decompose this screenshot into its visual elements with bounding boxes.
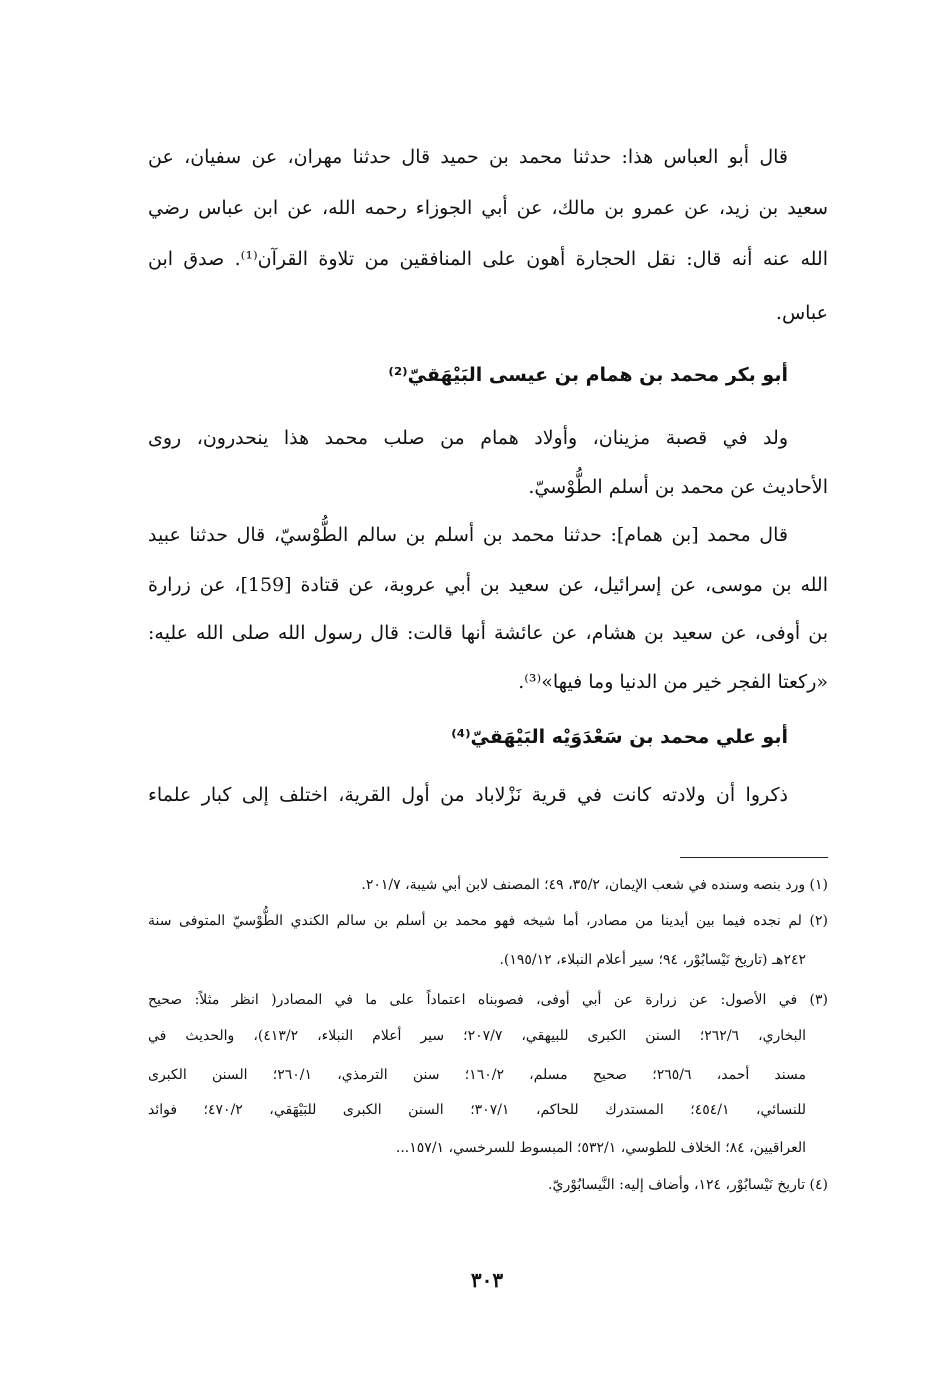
section-heading: أبو علي محمد بن سَعْدَوَيْه البَيْهَقيّ⁽⁴⁾ <box>451 726 788 748</box>
footnote: (٤) تاريخ نَيْسابُوْر، ١٢٤، وأضاف إليه: النَّيسابُوْريّ. <box>548 1177 828 1193</box>
footnote-continuation: العراقيين، ٨٤؛ الخلاف للطوسي، ٥٣٢/١؛ المبسوط للسرخسي، ١٥٧/١... <box>395 1140 806 1156</box>
footnote-continuation: البخاري، ٢٦٢/٦؛ السنن الكبرى للبيهقي، ٢٠٧/٧؛ سير أعلام النبلاء، ٤١٣/٢)، والحديث في <box>148 1028 806 1044</box>
body-line: قال محمد [بن همام]: حدثنا محمد بن أسلم بن سالم الطُّوْسيّ، قال حدثنا عبيد <box>148 524 788 546</box>
body-line: ولد في قصبة مزينان، وأولاد همام من صلب محمد هذا ينحدرون، روى <box>148 427 788 449</box>
body-line: «ركعتا الفجر خير من الدنيا وما فيها»⁽³⁾. <box>518 671 828 693</box>
body-line: قال أبو العباس هذا: حدثنا محمد بن حميد قال حدثنا مهران، عن سفيان، عن <box>148 146 788 168</box>
body-line: الله بن موسى، عن إسرائيل، عن سعيد بن أبي عروبة، عن قتادة [159]، عن زرارة <box>148 574 828 596</box>
body-line: بن أوفى، عن سعيد بن هشام، عن عائشة أنها قالت: قال رسول الله صلى الله عليه: <box>148 622 828 644</box>
footnote: (٢) لم نجده فيما بين أيدينا من مصادر، أما شيخه فهو محمد بن أسلم بن سالم الكندي الطُّوْسيّ المتوفى سنة <box>148 913 828 929</box>
page-number: ٣٠٣ <box>470 1268 504 1292</box>
footnote-continuation: مسند أحمد، ٢٦٥/٦؛ صحيح مسلم، ١٦٠/٢؛ سنن الترمذي، ٢٦٠/١؛ السنن الكبرى <box>148 1067 807 1083</box>
section-heading: أبو بكر محمد بن همام بن عيسى البَيْهَقيّ⁽²⁾ <box>388 364 788 386</box>
body-line: عباس. <box>775 302 828 324</box>
footnote-separator <box>680 857 828 858</box>
footnote: (٣) في الأصول: عن زرارة عن أبي أوفى، فصوبناه اعتماداً على ما في المصادر( انظر مثلاً: صحيح <box>148 992 828 1008</box>
footnote: (١) ورد بنصه وسنده في شعب الإيمان، ٣٥/٢، ٤٩؛ المصنف لابن أبي شيبة، ٢٠١/٧. <box>361 877 828 893</box>
footnote-continuation: ٢٤٢هـ (تاريخ نَيْسابُوْر، ٩٤؛ سير أعلام النبلاء، ١٩٥/١٢). <box>499 952 806 968</box>
body-line: ذكروا أن ولادته كانت في قرية نَزْلاباد من أول القرية، اختلف إلى كبار علماء <box>148 784 788 806</box>
body-line: الأحاديث عن محمد بن أسلم الطُّوْسيّ. <box>528 476 828 498</box>
footnote-continuation: للنسائي، ٤٥٤/١؛ المستدرك للحاكم، ٣٠٧/١؛ السنن الكبرى للبَيْهَقي، ٤٧٠/٢؛ فوائد <box>148 1102 806 1118</box>
body-line: سعيد بن زيد، عن عمرو بن مالك، عن أبي الجوزاء رحمه الله، عن ابن عباس رضي <box>148 197 828 219</box>
body-line: الله عنه أنه قال: نقل الحجارة أهون على المنافقين من تلاوة القرآن⁽¹⁾. صدق ابن <box>148 248 828 270</box>
